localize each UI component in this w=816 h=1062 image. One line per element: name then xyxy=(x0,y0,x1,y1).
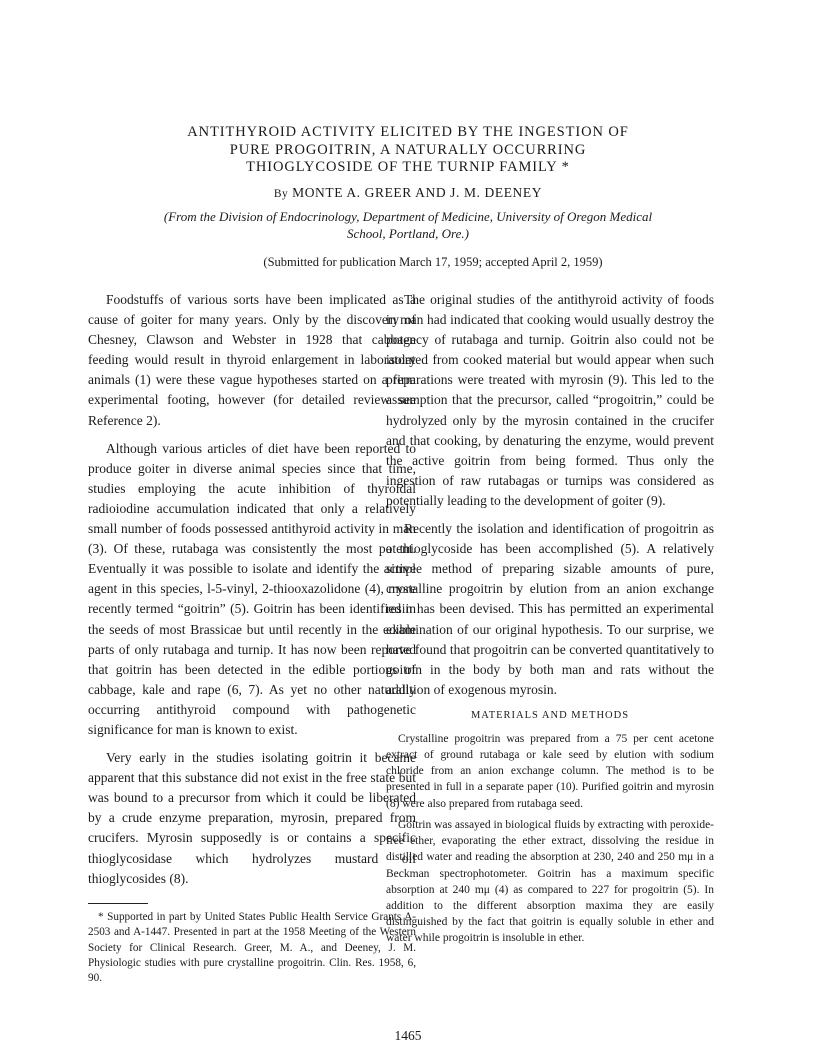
left-column xyxy=(88,290,416,987)
footnote: * Supported in part by United States Public Health Service Grants A-2503 and A-1447. Presented in part at the 1958 Meeting of the Western Society for Clinical Research. Greer, M. A., and Deeney, J. M. Physiologic studies with pure crystalline progoitrin. Clin. Res. 1958, 6, 90. xyxy=(88,910,416,985)
methods-paragraph-2: Goitrin was assayed in biological fluids by extracting with peroxide-free ether, evaporating the ether extract, dissolving the residue in distilled water and reading the absorption at 230, 240 and 250 mμ in a Beckman spectrophotometer. Goitrin has a maximum specific absorption at 240 mμ (4) as compared to 227 for progoitrin (5). In addition to the different absorption maxima they are easily distinguished by the fact that goitrin is equally soluble in ether and water while progoitrin is insoluble in ether. xyxy=(386,818,714,945)
footnote-divider xyxy=(88,903,148,904)
section-heading: MATERIALS AND METHODS xyxy=(470,709,630,721)
intro-paragraph-3: Very early in the studies isolating goitrin it became apparent that this substance did not exist in the free state but was bound to a precursor from which it could be liberated by a crude enzyme preparation, myrosin, prepared from crucifers. Myrosin supposedly is or contains a specific thioglycosidase which hydrolyzes mustard oil thioglycosides (8). xyxy=(88,750,416,886)
title-line-2: PURE PROGOITRIN, A NATURALLY OCCURRING xyxy=(229,141,587,158)
intro-paragraph-1: Foodstuffs of various sorts have been implicated as a cause of goiter for many years. Only by the discovery of Chesney, Clawson and Webster in 1928 that cabbage feeding would result in thyroid enlargement in laboratory animals (1) were these vague hypotheses started on a firm experimental footing, however (for detailed review see Reference 2). xyxy=(88,292,416,428)
authors: MONTE A. GREER AND J. M. DEENEY xyxy=(292,184,543,200)
intro-paragraph-2: Although various articles of diet have been reported to produce goiter in diverse animal species since that time, studies employing the acute inhibition of thyroidal radioiodine accumulation indicated that only a relatively small number of foods possessed antithyroid activity in man (3). Of these, rutabaga was consistently the most potent. Eventually it was possible to isolate and identify the active agent in this species, l-5-vinyl, 2-thiooxazolidone (4), more recently termed “goitrin” (5). Goitrin has been identified in the seeds of most Brassicae but until recently in the edible parts of only rutabaga and turnip. It has now been reported that goitrin has been detected in the edible portions of cabbage, kale and rape (6, 7). As yet no other naturally occurring antithyroid compound with pathogenetic significance for man is known to exist. xyxy=(88,440,416,737)
affiliation-line-1: (From the Division of Endocrinology, Department of Medicine, University of Oregon Medical xyxy=(163,208,653,224)
intro-paragraph-5: Recently the isolation and identification of progoitrin as a thioglycoside has been accomplished (5). A relatively simple method of preparing sizable amounts of pure, crystalline progoitrin by elution from an anion exchange resin has been devised. This has permitted an experimental examination of our original hypothesis. To our surprise, we have found that progoitrin can be converted quantitatively to goitrin in the body by both man and rats without the addition of exogenous myrosin. xyxy=(386,521,714,697)
affiliation xyxy=(0,208,816,242)
byline-prefix: By xyxy=(273,187,289,200)
methods-paragraph-1: Crystalline progoitrin was prepared from a 75 per cent acetone extract of ground rutabaga or kale seed by elution with sodium chloride from an anion exchange column. The method is to be presented in full in a separate paper (10). Purified goitrin and myrosin (8) were also prepared from rutabaga seed. xyxy=(386,732,714,810)
article-header xyxy=(0,124,816,270)
submission-dates: (Submitted for publication March 17, 1959; accepted April 2, 1959) xyxy=(263,254,603,269)
title-line-3: THIOGLYCOSIDE OF THE TURNIP FAMILY * xyxy=(246,159,570,175)
intro-paragraph-4: The original studies of the antithyroid activity of foods in man had indicated that cooking would usually destroy the potency of rutabaga and turnip. Goitrin also could not be isolated from cooked material but would appear when such preparations were treated with myrosin (9). This led to the assumption that the precursor, called “progoitrin,” could be hydrolyzed only by the myrosin contained in the crucifer and that cooking, by denaturing the enzyme, would prevent the active goitrin from being formed. Thus only the ingestion of raw rutabagas or turnips was considered as potentially leading to the development of goiter (9). xyxy=(386,292,714,508)
byline xyxy=(0,184,816,203)
page-number: 1465 xyxy=(394,1028,422,1043)
title-line-1: ANTITHYROID ACTIVITY ELICITED BY THE INGESTION OF xyxy=(187,124,629,140)
right-column xyxy=(386,290,714,952)
affiliation-line-2: School, Portland, Ore.) xyxy=(347,225,469,241)
